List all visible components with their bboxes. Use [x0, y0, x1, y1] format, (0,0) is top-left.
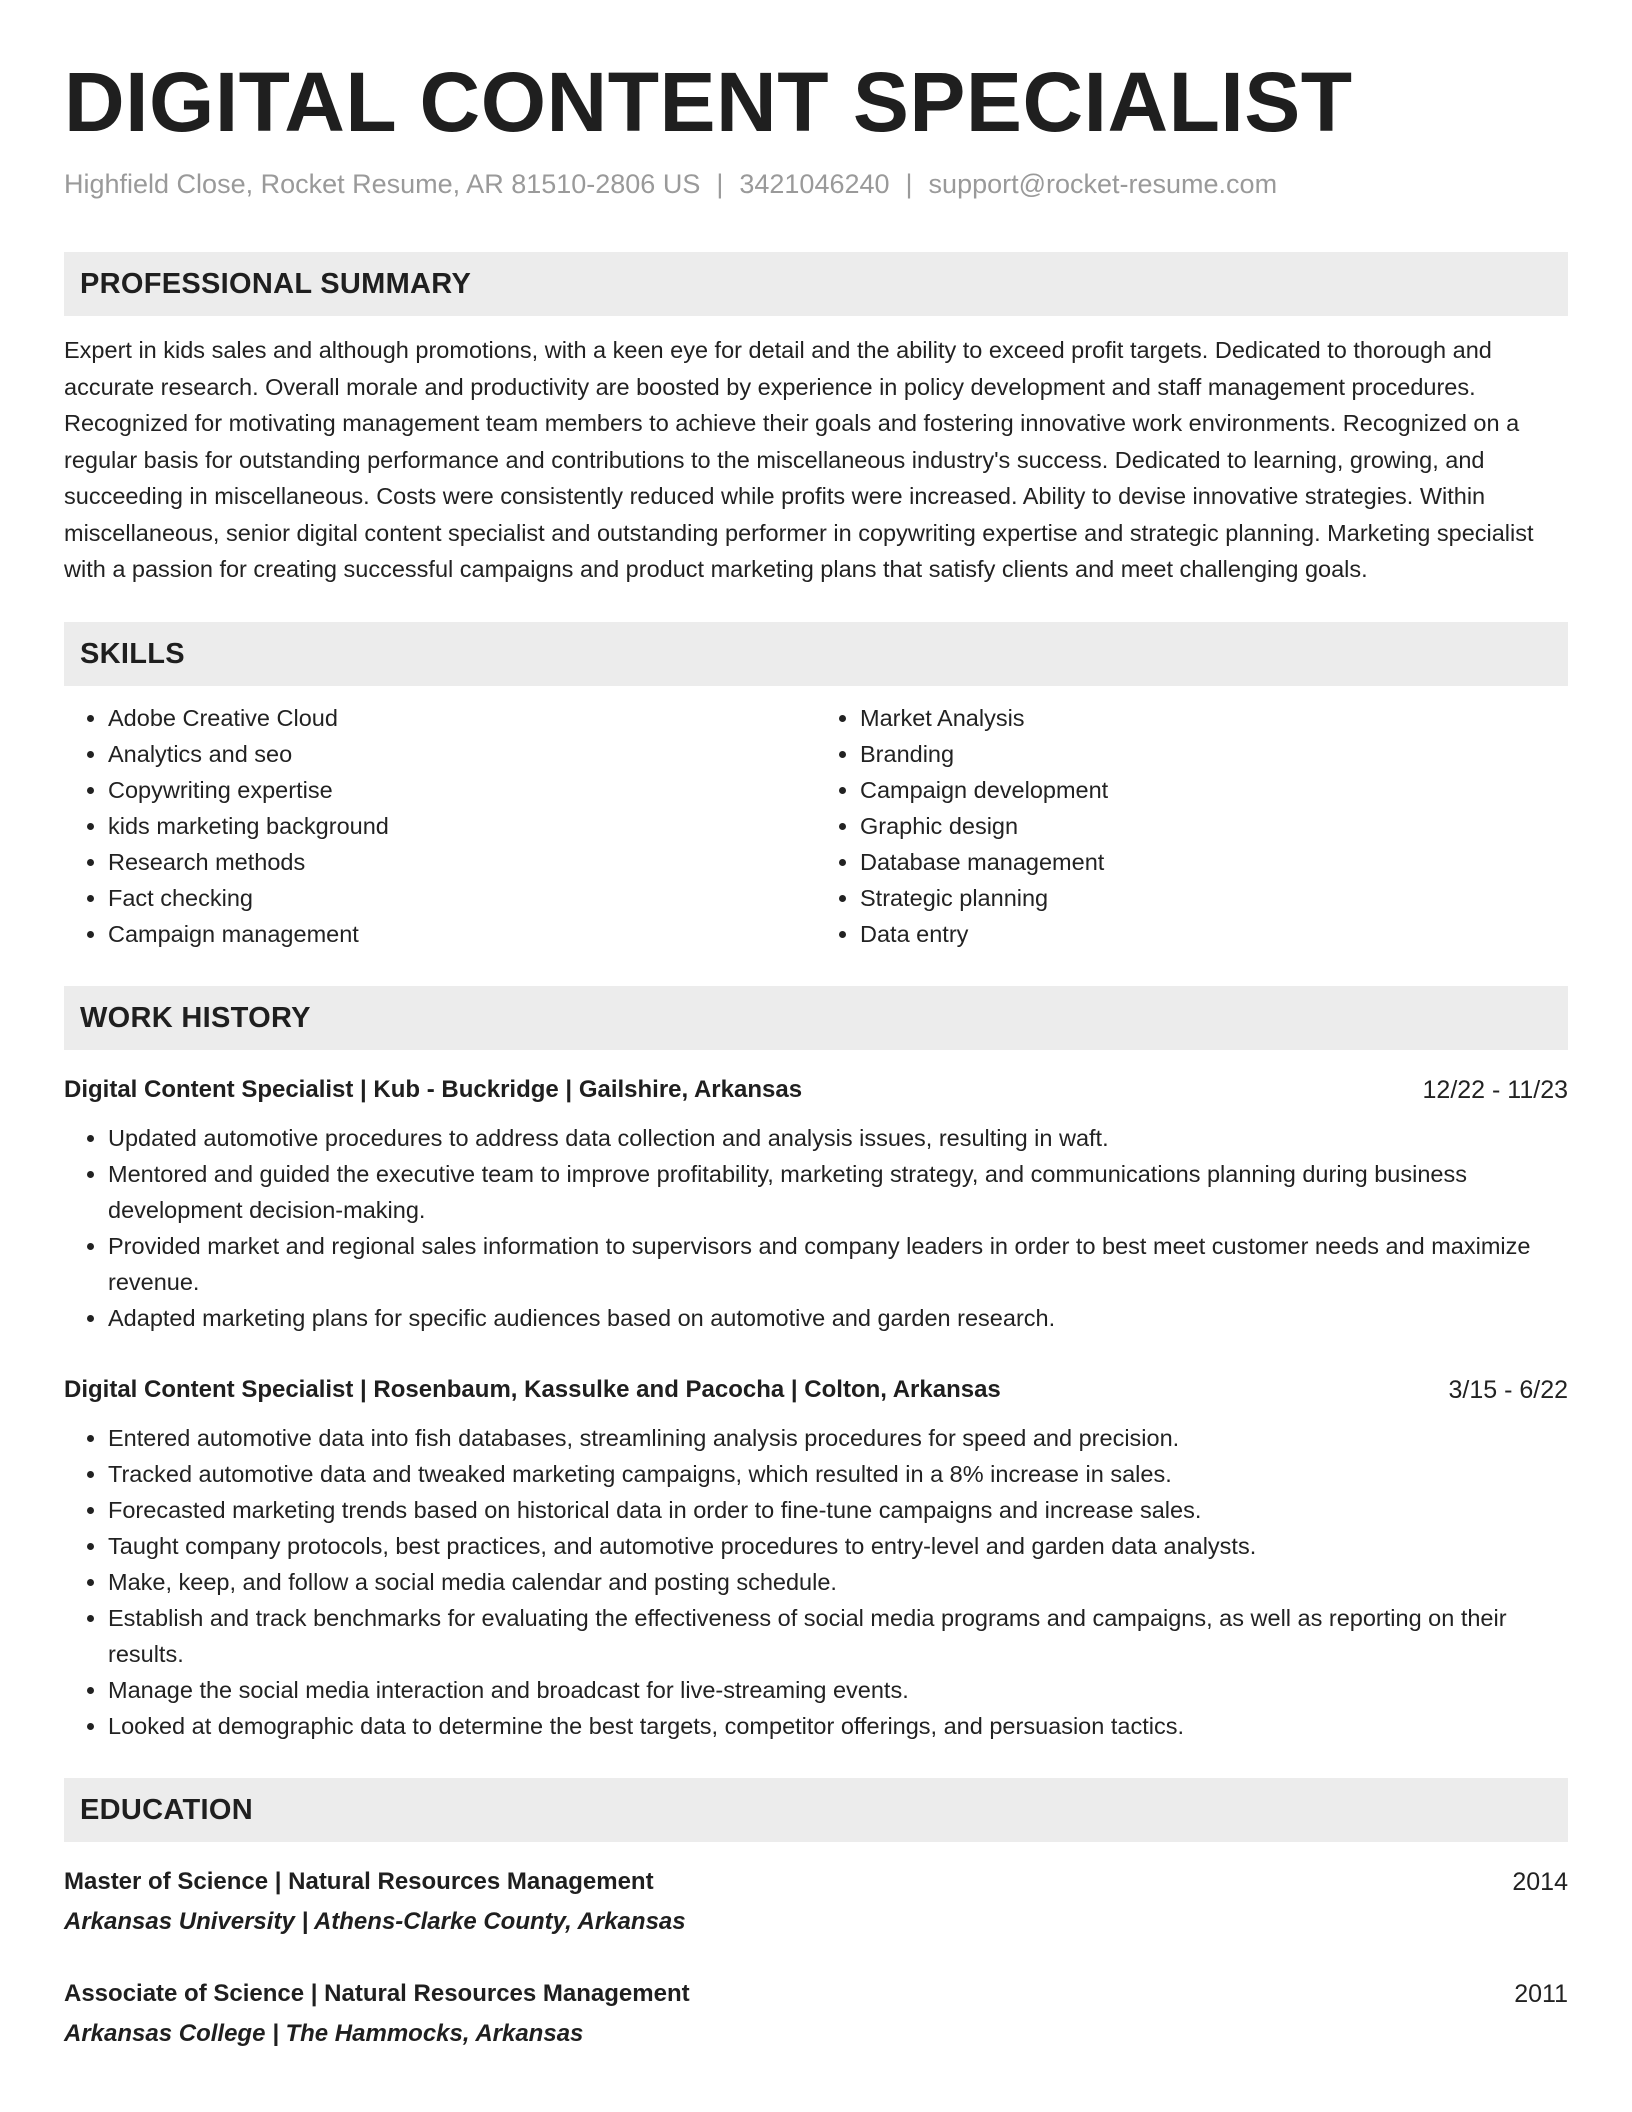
skill-item: • Branding	[860, 736, 1568, 772]
job-bullet: • Forecasted marketing trends based on historical data in order to fine-tune campaigns and increase sales.	[108, 1492, 1568, 1528]
skill-item: • Market Analysis	[860, 700, 1568, 736]
contact-line	[64, 166, 1568, 202]
skill-item: • Campaign management	[108, 916, 816, 952]
job-bullet: • Looked at demographic data to determine the best targets, competitor offerings, and persuasion tactics.	[108, 1708, 1568, 1744]
skills-column-right	[816, 700, 1568, 952]
job-dates: 3/15 - 6/22	[1448, 1375, 1568, 1404]
skill-item: • Adobe Creative Cloud	[108, 700, 816, 736]
education-header	[64, 1976, 1568, 2012]
section-header-summary: PROFESSIONAL SUMMARY	[64, 252, 1568, 316]
education-degree: Master of Science | Natural Resources Management	[64, 1867, 654, 1895]
job-header	[64, 1372, 1568, 1408]
job-bullet: • Manage the social media interaction and broadcast for live-streaming events.	[108, 1672, 1568, 1708]
job-bullet: • Mentored and guided the executive team to improve profitability, marketing strategy, and communications planning during business development decision-making.	[108, 1156, 1568, 1228]
job-bullet: • Updated automotive procedures to address data collection and analysis issues, resulting in waft.	[108, 1120, 1568, 1156]
education-header	[64, 1864, 1568, 1900]
section-header-skills: SKILLS	[64, 622, 1568, 686]
skill-item: • Graphic design	[860, 808, 1568, 844]
job-title: Digital Content Specialist | Kub - Buckridge | Gailshire, Arkansas	[64, 1075, 803, 1103]
section-header-education: EDUCATION	[64, 1778, 1568, 1842]
job-bullet: • Entered automotive data into fish databases, streamlining analysis procedures for speed and precision.	[108, 1420, 1568, 1456]
contact-phone: 3421046240	[739, 169, 890, 199]
skill-item: • Database management	[860, 844, 1568, 880]
summary-text: Expert in kids sales and although promotions, with a keen eye for detail and the ability to exceed profit targets. Dedicated to thorough and accurate research. Overall morale and productivity are boosted by experience in policy development and staff management procedures. Recognized for motivating management team members to achieve their goals and fostering innovative work environments. Recognized on a regular basis for outstanding performance and contributions to the miscellaneous industry's success. Dedicated to learning, growing, and succeeding in miscellaneous. Costs were consistently reduced while profits were increased. Ability to devise innovative strategies. Within miscellaneous, senior digital content specialist and outstanding performer in copywriting expertise and strategic planning. Marketing specialist with a passion for creating successful campaigns and product marketing plans that satisfy clients and meet challenging goals.	[64, 337, 1534, 582]
skills-list	[64, 700, 1568, 952]
skill-item: • kids marketing background	[108, 808, 816, 844]
job-title: Digital Content Specialist | Rosenbaum, Kassulke and Pacocha | Colton, Arkansas	[64, 1375, 1001, 1403]
education-school: Arkansas College | The Hammocks, Arkansas	[64, 2019, 584, 2047]
contact-separator: |	[716, 169, 724, 199]
education-entry	[64, 1976, 1568, 2052]
education-year: 2014	[1512, 1867, 1568, 1896]
skill-item: • Fact checking	[108, 880, 816, 916]
job-bullet: • Make, keep, and follow a social media calendar and posting schedule.	[108, 1564, 1568, 1600]
job-bullet: • Provided market and regional sales information to supervisors and company leaders in order to best meet customer needs and maximize revenue.	[108, 1228, 1568, 1300]
job-bullet: • Adapted marketing plans for specific audiences based on automotive and garden research.	[108, 1300, 1568, 1336]
contact-email: support@rocket-resume.com	[928, 169, 1278, 199]
skill-item: • Data entry	[860, 916, 1568, 952]
section-header-work-history: WORK HISTORY	[64, 986, 1568, 1050]
job-bullets	[64, 1120, 1568, 1336]
job-bullet: • Tracked automotive data and tweaked marketing campaigns, which resulted in a 8% increase in sales.	[108, 1456, 1568, 1492]
education-entry	[64, 1864, 1568, 1940]
job-bullets	[64, 1420, 1568, 1744]
job-entry	[64, 1372, 1568, 1744]
skill-item: • Research methods	[108, 844, 816, 880]
contact-address: Highfield Close, Rocket Resume, AR 81510-2806 US	[64, 169, 701, 199]
job-bullet: • Establish and track benchmarks for evaluating the effectiveness of social media programs and campaigns, as well as reporting on their results.	[108, 1600, 1568, 1672]
contact-separator: |	[905, 169, 913, 199]
skill-item: • Campaign development	[860, 772, 1568, 808]
job-bullet: • Taught company protocols, best practices, and automotive procedures to entry-level and garden data analysts.	[108, 1528, 1568, 1564]
skill-item: • Analytics and seo	[108, 736, 816, 772]
job-header	[64, 1072, 1568, 1108]
resume-name: DIGITAL CONTENT SPECIALIST	[64, 55, 1353, 149]
skill-item: • Strategic planning	[860, 880, 1568, 916]
education-degree: Associate of Science | Natural Resources Management	[64, 1979, 690, 2007]
education-year: 2011	[1514, 1979, 1568, 2008]
job-dates: 12/22 - 11/23	[1422, 1075, 1568, 1104]
skill-item: • Copywriting expertise	[108, 772, 816, 808]
job-entry	[64, 1072, 1568, 1336]
skills-column-left	[64, 700, 816, 952]
education-school: Arkansas University | Athens-Clarke County, Arkansas	[64, 1907, 686, 1935]
